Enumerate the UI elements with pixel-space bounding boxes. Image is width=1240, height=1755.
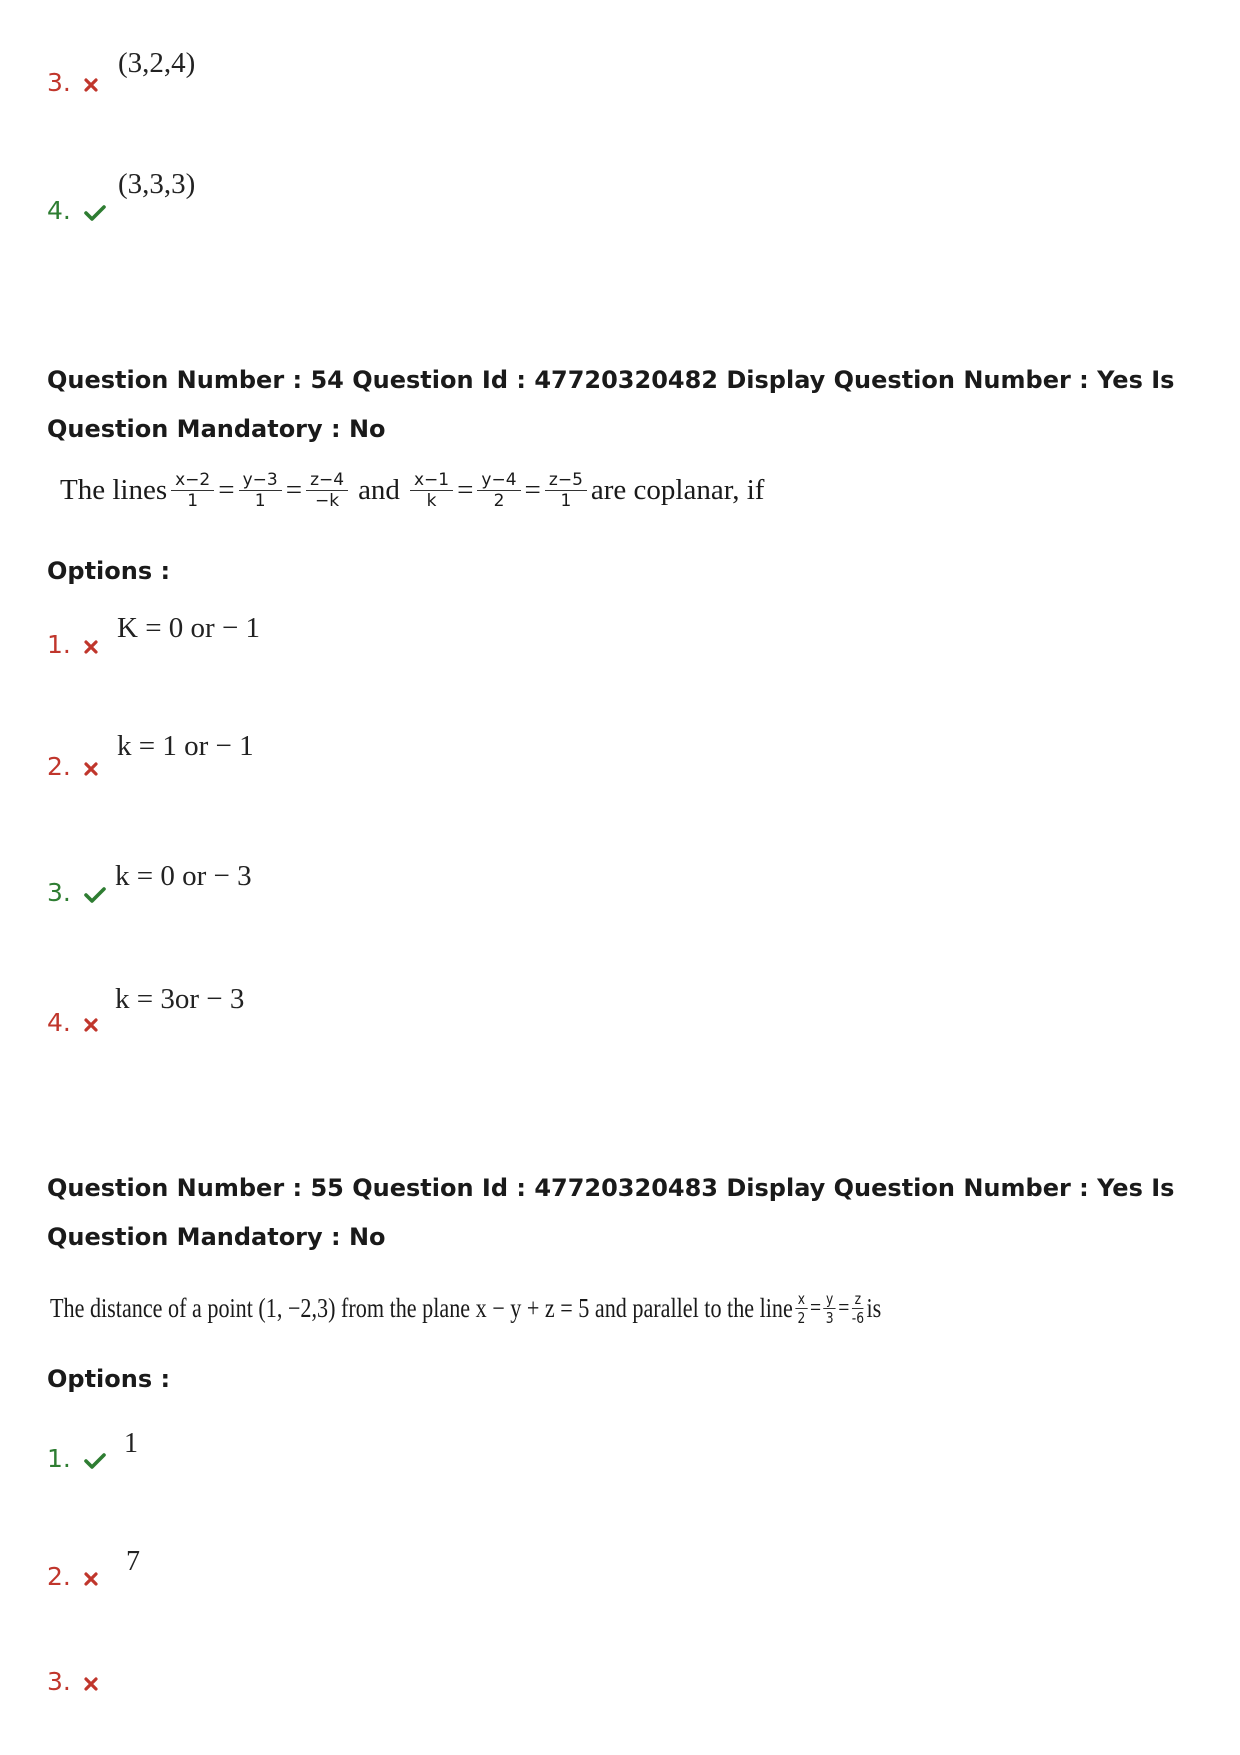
equals-sign: = <box>285 474 303 506</box>
numerator: y−3 <box>239 470 282 491</box>
option-number: 3. <box>47 878 71 907</box>
numerator: x−2 <box>171 470 214 491</box>
stem-prefix: The lines <box>60 474 168 506</box>
fraction <box>852 1290 864 1327</box>
option-1-text: K = 0 or − 1 <box>117 612 261 644</box>
fraction <box>824 1290 836 1327</box>
check-icon <box>84 1452 106 1474</box>
prev-option-3-text: (3,2,4) <box>118 47 196 79</box>
option-2 <box>47 752 98 781</box>
stem-suffix: is <box>866 1293 882 1323</box>
denominator: 1 <box>187 491 199 511</box>
question-stem <box>50 1290 881 1327</box>
denominator: −k <box>315 491 340 511</box>
option-number: 4. <box>47 196 71 225</box>
cross-icon <box>84 77 98 96</box>
fraction <box>306 470 348 511</box>
option-4-text: k = 3or − 3 <box>115 983 245 1015</box>
option-number: 2. <box>47 752 71 781</box>
stem-conjunction: and <box>358 474 400 506</box>
denominator: k <box>426 491 437 511</box>
equals-sign: = <box>809 1295 822 1321</box>
option-1 <box>47 1444 106 1474</box>
check-icon <box>84 204 106 226</box>
option-1 <box>47 630 98 659</box>
check-icon <box>84 886 106 908</box>
numerator: y <box>824 1290 836 1309</box>
numerator: z−4 <box>306 470 348 491</box>
numerator: x <box>795 1290 807 1309</box>
option-number: 1. <box>47 1444 71 1473</box>
option-2 <box>47 1562 98 1591</box>
options-label: Options : <box>47 1365 171 1393</box>
option-number: 2. <box>47 1562 71 1591</box>
equals-sign: = <box>838 1295 850 1321</box>
fraction <box>795 1290 807 1327</box>
fraction <box>171 470 214 511</box>
prev-option-3 <box>47 68 98 97</box>
cross-icon <box>84 1571 98 1590</box>
cross-icon <box>84 1017 98 1036</box>
fraction <box>239 470 282 511</box>
cross-icon <box>84 639 98 658</box>
denominator: 3 <box>825 1309 834 1327</box>
fraction <box>410 470 453 511</box>
option-number: 1. <box>47 630 71 659</box>
option-number: 3. <box>47 68 71 97</box>
option-3-text: k = 0 or − 3 <box>115 860 252 892</box>
option-3 <box>47 878 106 908</box>
options-label: Options : <box>47 557 171 585</box>
numerator: y−4 <box>477 470 520 491</box>
numerator: z−5 <box>545 470 587 491</box>
question-stem <box>60 470 764 511</box>
option-number: 3. <box>47 1667 71 1696</box>
stem-suffix: are coplanar, if <box>590 474 765 506</box>
option-3 <box>47 1667 98 1696</box>
denominator: 1 <box>560 491 572 511</box>
equals-sign: = <box>524 474 541 506</box>
stem-text: The distance of a point (1, −2,3) from the plane x − y + z = 5 and parallel to the line <box>50 1293 793 1323</box>
cross-icon <box>84 761 98 780</box>
option-2-text: 7 <box>126 1546 140 1577</box>
fraction <box>477 470 520 511</box>
numerator: x−1 <box>410 470 453 491</box>
option-2-text: k = 1 or − 1 <box>117 730 254 762</box>
cross-icon <box>84 1676 98 1695</box>
option-1-text: 1 <box>124 1428 138 1459</box>
question-header: Question Number : 54 Question Id : 47720320482 Display Question Number : Yes Is Question Mandatory : No <box>47 366 1175 443</box>
prev-option-4 <box>47 196 106 226</box>
option-4 <box>47 1008 98 1037</box>
fraction <box>545 470 587 511</box>
numerator: z <box>852 1290 863 1309</box>
option-number: 4. <box>47 1008 71 1037</box>
equals-sign: = <box>457 474 474 506</box>
denominator: 2 <box>797 1309 806 1327</box>
prev-option-4-text: (3,3,3) <box>118 168 196 200</box>
denominator: 2 <box>493 491 505 511</box>
equals-sign: = <box>218 474 235 506</box>
denominator: 1 <box>254 491 266 511</box>
question-header: Question Number : 55 Question Id : 47720320483 Display Question Number : Yes Is Question Mandatory : No <box>47 1174 1175 1251</box>
denominator: -6 <box>851 1309 865 1327</box>
